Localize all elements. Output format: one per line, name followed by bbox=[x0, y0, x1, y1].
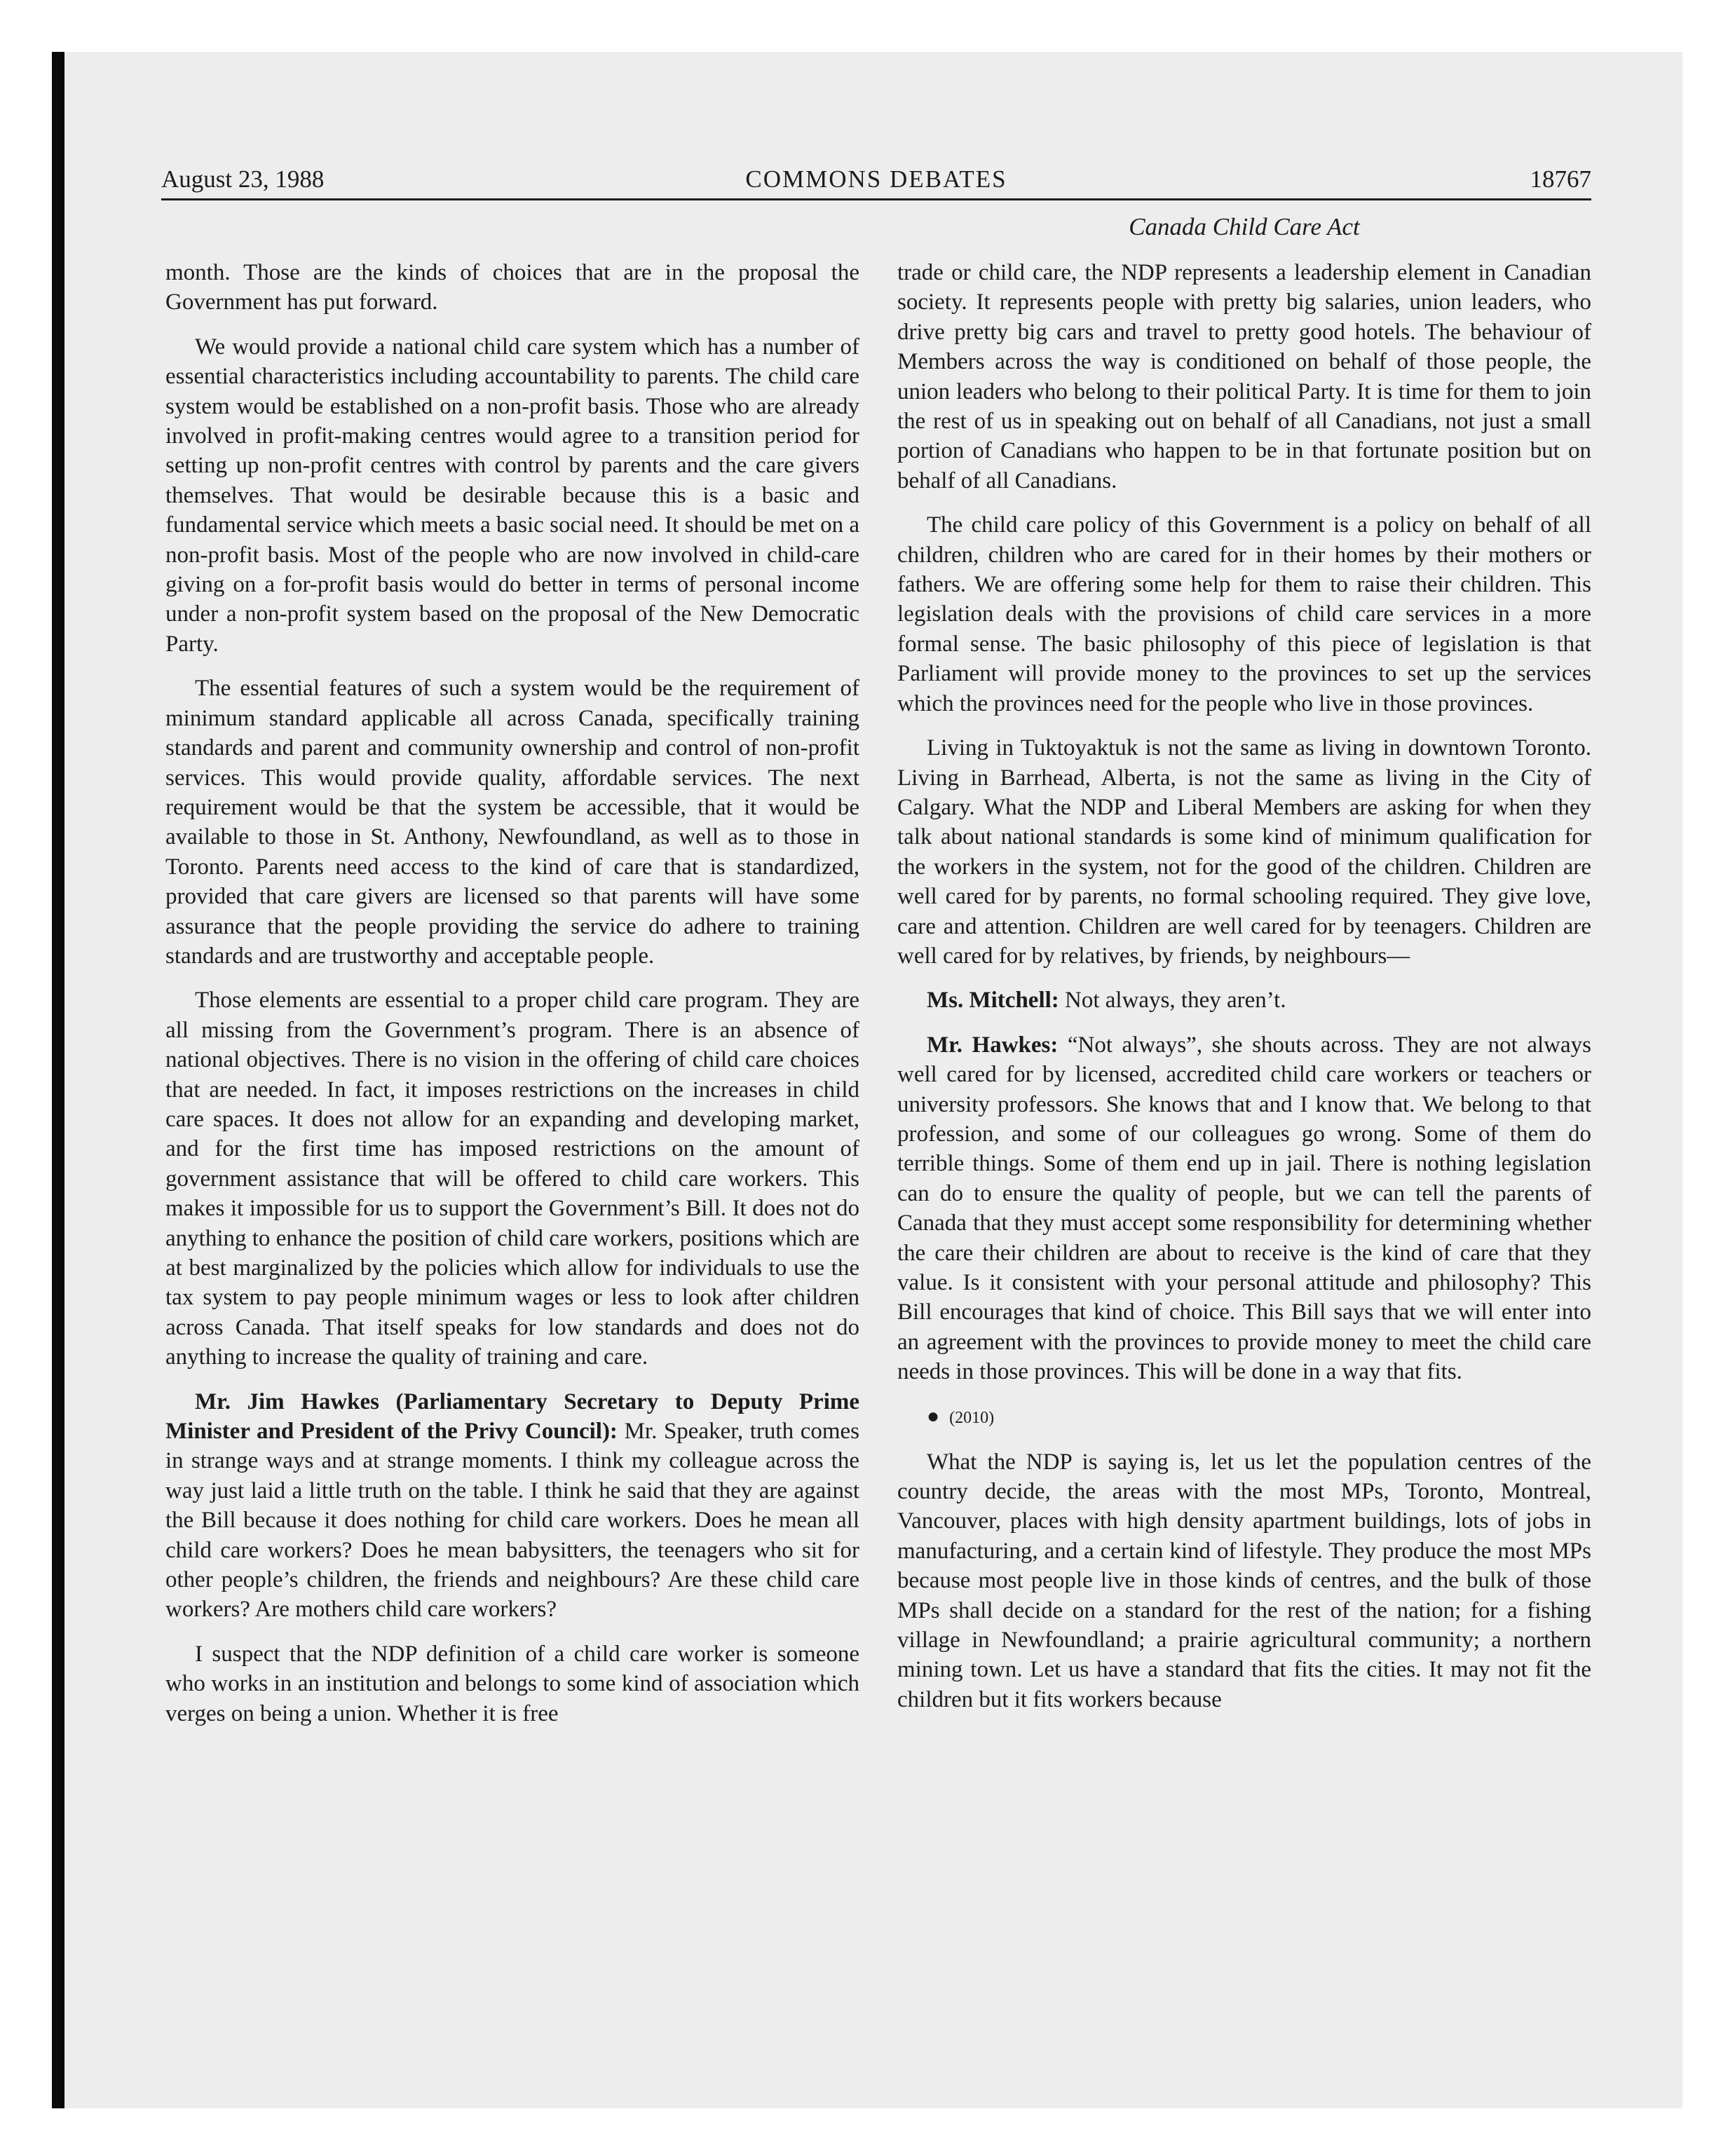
speech-paragraph bbox=[165, 1387, 859, 1625]
speech-text: Not always, they aren’t. bbox=[1065, 988, 1286, 1014]
paragraph: month. Those are the kinds of choices that are in the proposal the Government has put forward. bbox=[165, 260, 859, 315]
paragraph: We would provide a national child care system which has a number of essential characteristics including accountability to parents. The child care system would be established on a non-profit basis. Those who are already involved in profit-making centres would agree to a transition period for setting up non-profit centres with control by parents and the care givers themselves. That would be desirable because this is a basic and fundamental service which meets a basic social need. It should be met on a non-profit basis. Most of the people who are now involved in child-care giving on a for-profit basis would do better in terms of personal income under a non-profit system based on the proposal of the New Democratic Party. bbox=[165, 334, 859, 657]
speaker-name: Ms. Mitchell: bbox=[927, 988, 1059, 1014]
header-title: COMMONS DEBATES bbox=[745, 165, 1007, 193]
bullet-icon: ● bbox=[927, 1404, 940, 1428]
paragraph: trade or child care, the NDP represents a leadership element in Canadian society. It represents people with pretty big salaries, union leaders, who drive pretty big cars and travel to pretty good hotels. The behaviour of Members across the way is conditioned on behalf of those people, the union leaders who belong to their political Party. It is time for them to join the rest of us in speaking out on behalf of all Canadians, not just a small portion of Canadians who happen to be in that fortunate position but on behalf of all Canadians. bbox=[897, 260, 1591, 493]
scan-edge-shadow bbox=[52, 52, 64, 2108]
paragraph: Living in Tuktoyaktuk is not the same as living in downtown Toronto. Living in Barrhead, Alberta, is not the same as living in the City of Calgary. What the NDP and Liberal Members are asking for when they talk about national standards is some kind of minimum qualification for the workers in the system, not for the good of the children. Children are well cared for by parents, no formal schooling required. They give love, care and attention. Children are well cared for by teenagers. Children are well cared for by relatives, by friends, by neighbours— bbox=[897, 735, 1591, 969]
paragraph: The child care policy of this Government is a policy on behalf of all children, children who are cared for in their homes by their mothers or fathers. We are offering some help for them to raise their children. This legislation deals with the provisions of child care services in a more formal sense. The basic philosophy of this piece of legislation is that Parliament will provide money to the provinces to set up the services which the provinces need for the people who live in those provinces. bbox=[897, 512, 1591, 716]
speech-text: Mr. Speaker, truth comes in strange ways and at strange moments. I think my colleague across the way just laid a little truth on the table. I think he said that they are against the Bill because it does nothing for child care workers. Does he mean all child care workers? Does he mean babysitters, the teenagers who sit for other people’s children, the friends and neighbours? Are these child care workers? Are mothers child care workers? bbox=[165, 1419, 860, 1623]
running-head: Canada Child Care Act bbox=[1129, 213, 1360, 240]
left-column bbox=[165, 258, 859, 1743]
time-stamp: (2010) bbox=[949, 1408, 995, 1427]
speech-text: “Not always”, she shouts across. They are not always well cared for by licensed, accredited child care workers or teachers or university professors. She knows that and I know that. We belong to that profession, and some of our colleagues go wrong. Some of them do terrible things. Some of them end up in jail. There is nothing legislation can do to ensure the quality of people, but we can tell the parents of Canada that they must accept some responsibility for determining whether the care their children are about to receive is the kind of care that they value. Is it consistent with your personal attitude and philosophy? This Bill encourages that kind of choice. This Bill says that we will enter into an agreement with the provinces to provide money to meet the child care needs in those provinces. This will be done in a way that fits. bbox=[897, 1032, 1591, 1385]
speaker-name: Mr. Jim Hawkes (Parliamentary Secretary to Deputy Prime Minister and President of the Privy Council): bbox=[165, 1389, 859, 1445]
speaker-name: Mr. Hawkes: bbox=[927, 1032, 1059, 1058]
paragraph: The essential features of such a system would be the requirement of minimum standard applicable all across Canada, specifically training standards and parent and community ownership and control of non-profit services. This would provide quality, affordable services. The next requirement would be that the system be accessible, that it would be available to those in St. Anthony, Newfoundland, as well as to those in Toronto. Parents need access to the kind of care that is standardized, provided that care givers are licensed so that parents will have some assurance that the people providing the service do adhere to training standards and are trustworthy and acceptable people. bbox=[165, 676, 859, 969]
paragraph: I suspect that the NDP definition of a child care worker is someone who works in an institution and belongs to some kind of association which verges on being a union. Whether it is free bbox=[165, 1641, 859, 1726]
speech-paragraph bbox=[897, 985, 1591, 1015]
header-date: August 23, 1988 bbox=[161, 165, 325, 193]
paragraph: Those elements are essential to a proper child care program. They are all missing from the Government’s program. There is an absence of national objectives. There is no vision in the offering of child care choices that are needed. In fact, it imposes restrictions on the increases in child care spaces. It does not allow for an expanding and developing market, and for the first time has imposed restrictions on the amount of government assistance that will be offered to child care workers. This makes it impossible for us to support the Government’s Bill. It does not do anything to enhance the position of child care workers, positions which are at best marginalized by the policies which allow for individuals to use the tax system to pay people minimum wages or less to look after children across Canada. That itself speaks for low standards and does not do anything to increase the quality of training and care. bbox=[165, 988, 859, 1370]
header-rule bbox=[161, 198, 1591, 200]
speech-paragraph bbox=[897, 1030, 1591, 1387]
paragraph: What the NDP is saying is, let us let the population centres of the country decide, the areas with the most MPs, Toronto, Montreal, Vancouver, places with high density apartment buildings, lots of jobs in manufacturing, and a certain kind of lifestyle. They produce the most MPs because most people live in those kinds of centres, and the bulk of those MPs shall decide on a standard for the rest of the nation; for a fishing village in Newfoundland; a prairie agricultural community; a northern mining town. Let us have a standard that fits the cities. It may not fit the children but it fits workers because bbox=[897, 1449, 1591, 1712]
time-marker bbox=[897, 1402, 1591, 1433]
page-header bbox=[161, 160, 1591, 202]
header-page-number: 18767 bbox=[1530, 165, 1591, 193]
right-column bbox=[897, 258, 1591, 1729]
